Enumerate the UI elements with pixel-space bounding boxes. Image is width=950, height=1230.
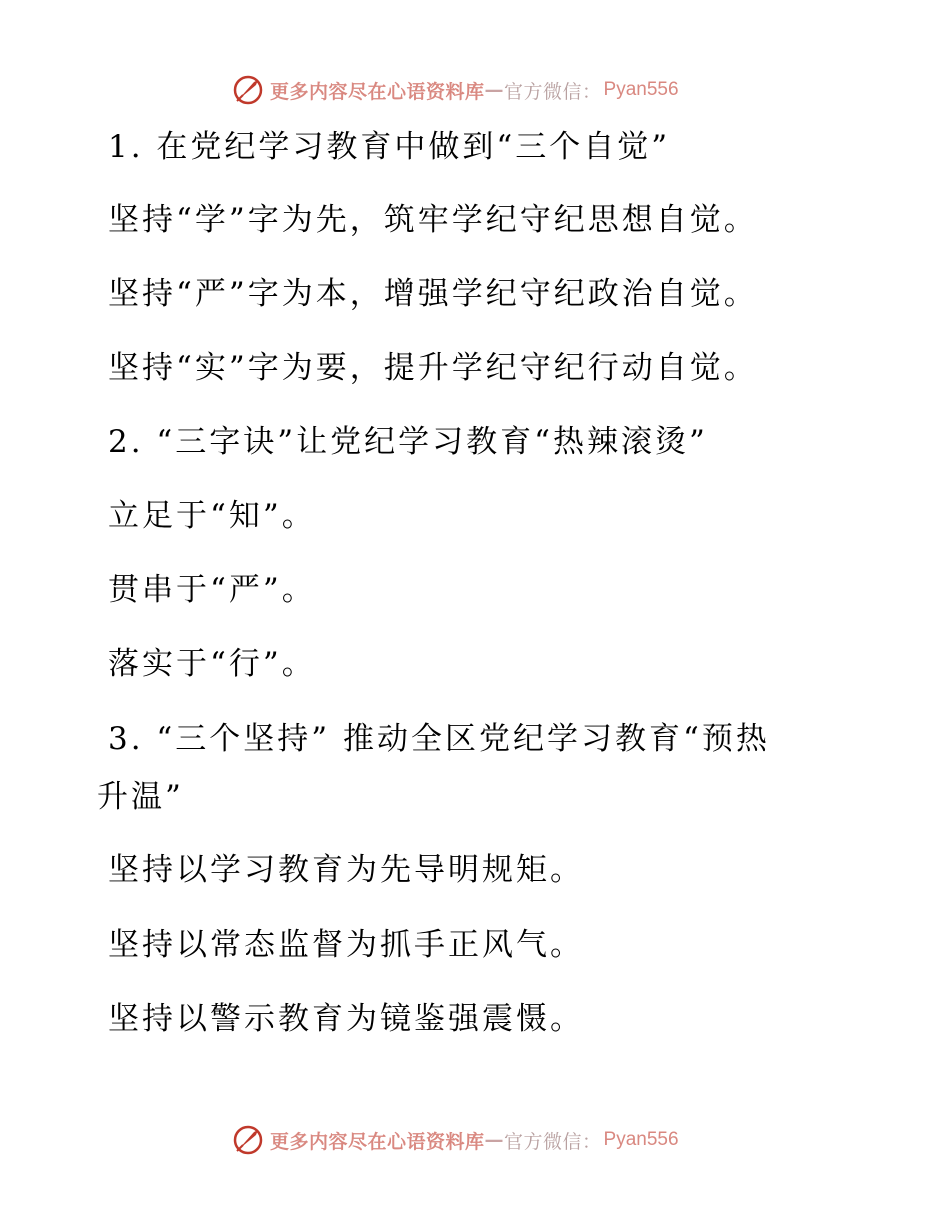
section-2-item-2: 贯串于“严”。 [108, 572, 316, 608]
section-1-item-3: 坚持“实”字为要，提升学纪守纪行动自觉。 [108, 350, 758, 386]
section-2-heading: 2. “三字诀”让党纪学习教育“热辣滚烫” [108, 424, 708, 460]
quill-logo-icon [232, 74, 264, 106]
banner-dash: — [484, 79, 505, 101]
banner-site-text: 更多内容尽在心语资料库 [270, 80, 485, 103]
banner-account-id: Pyan556 [603, 1129, 679, 1150]
banner-account-id: Pyan556 [603, 79, 679, 100]
banner-account-label: 官方微信： [504, 80, 602, 103]
section-1-item-2: 坚持“严”字为本，增强学纪守纪政治自觉。 [108, 276, 758, 312]
section-3-item-2: 坚持以常态监督为抓手正风气。 [108, 927, 584, 963]
section-3-heading-line-1: 3. “三个坚持” 推动全区党纪学习教育“预热 [108, 721, 770, 757]
section-2-item-3: 落实于“行”。 [108, 646, 316, 682]
section-3-item-1: 坚持以学习教育为先导明规矩。 [108, 852, 584, 888]
section-1-heading: 1. 在党纪学习教育中做到“三个自觉” [108, 129, 671, 165]
footer-banner [0, 1120, 950, 1160]
section-2-item-1: 立足于“知”。 [108, 498, 316, 534]
banner-dash: — [484, 1129, 505, 1151]
section-1-item-1: 坚持“学”字为先，筑牢学纪守纪思想自觉。 [108, 202, 758, 238]
header-banner [0, 70, 950, 110]
section-3-heading-line-2: 升温” [97, 779, 184, 815]
quill-logo-icon [232, 1124, 264, 1156]
banner-site-text: 更多内容尽在心语资料库 [270, 1130, 485, 1153]
banner-account-label: 官方微信： [504, 1130, 602, 1153]
section-3-item-3: 坚持以警示教育为镜鉴强震慑。 [108, 1001, 584, 1037]
